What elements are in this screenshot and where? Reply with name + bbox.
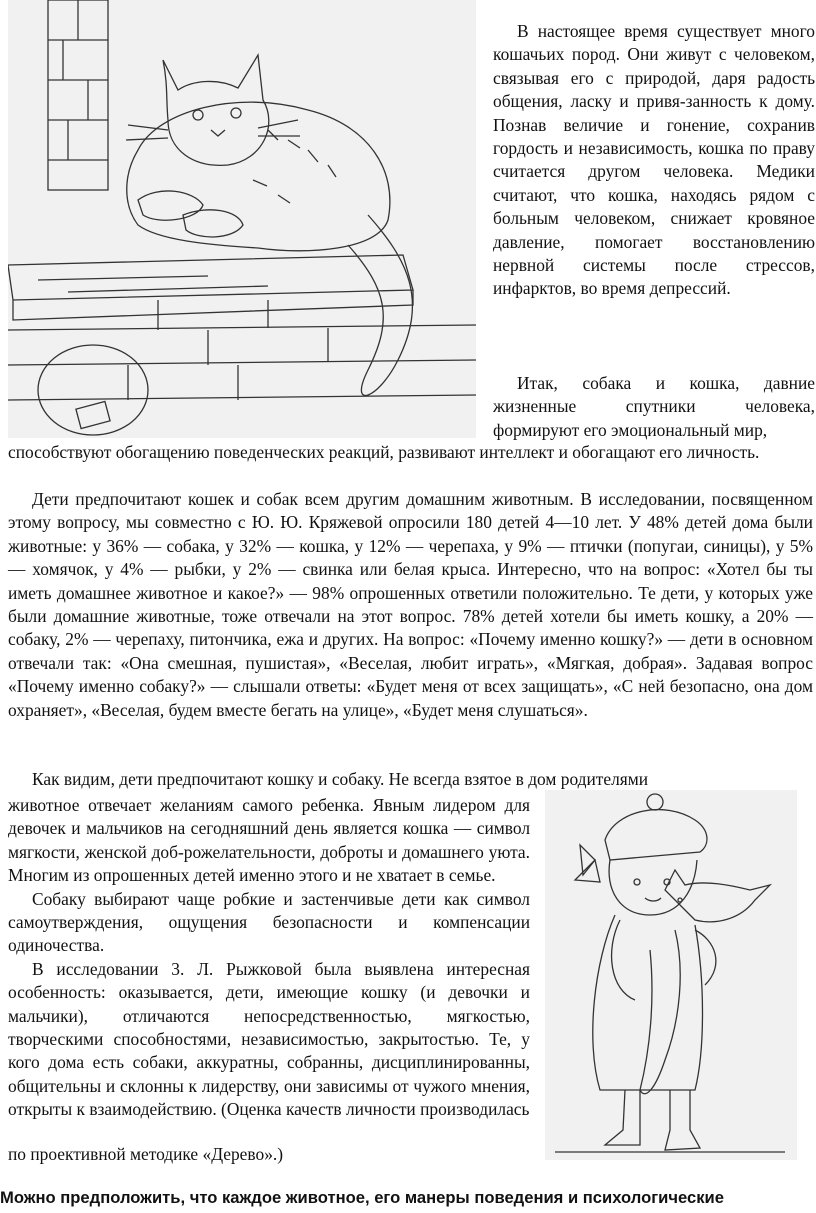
girl-holding-cat-drawing bbox=[545, 790, 797, 1160]
paragraph-survey bbox=[8, 488, 813, 722]
paragraph-1-text: В настоящее время существует много кошачьих пород. Они живут с человеком, связывая его с природой, даря радость общения, ласку и привя-занность к дому. Познав величие и гонение, сохранив гордость и независимость, кошка по праву считается другом человека. Медики считают, что кошка, находясь рядом с больным человеком, снижает кровяное давление, помогает восстановлению нервной системы после стрессов, инфарктов, во время депрессий. bbox=[493, 21, 815, 299]
paragraph-6-text: В исследовании 3. Л. Рыжковой была выявлена интересная особенность: оказывается, дети, имеющие кошку (и девочки и мальчики), отличаются непосредственностью, мягкостью, творческими способностями, независимостью, закрытостью. Те, у кого дома есть собаки, аккуратны, собранны, дисциплинированны, общительны и склонны к лидерству, они зависимы от чужого мнения, открыты к взаимодействию. (Оценка качеств личности производилась bbox=[8, 958, 530, 1120]
left-column-text bbox=[8, 794, 530, 1122]
paragraph-6-tail bbox=[8, 1143, 538, 1166]
paragraph-2-end-text: способствуют обогащению поведенческих реакций, развивают интеллект и обогащают его личность. bbox=[8, 442, 760, 462]
girl-with-cat-illustration bbox=[545, 790, 797, 1160]
paragraph-4-start-text: Как видим, дети предпочитают кошку и собаку. Не всегда взятое в дом родителями bbox=[32, 769, 649, 789]
paragraph-cat-breeds bbox=[493, 20, 815, 301]
paragraph-companions-start bbox=[493, 372, 815, 442]
paragraph-5-text: Собаку выбирают чаще робкие и застенчивые дети как символ самоутверждения, ощущения безопасности и компенсации одиночества. bbox=[8, 888, 530, 956]
closing-line-text: Можно предположить, что каждое животное, его манеры поведения и психологические bbox=[0, 1188, 724, 1207]
cat-on-shelf-drawing bbox=[8, 0, 476, 438]
paragraph-2-start-text: Итак, собака и кошка, давние жизненные спутники человека, формируют его эмоциональный мир, bbox=[493, 373, 815, 440]
paragraph-6-tail-text: по проективной методике «Дерево».) bbox=[8, 1144, 284, 1164]
paragraph-4-end-text: животное отвечает желаниям самого ребенка. Явным лидером для девочек и мальчиков на сегодняшний день является кошка — символ мягкости, женской доб-рожелательности, доброты и домашнего уюта. Многим из опрошенных детей именно этого и не хватает в семье. bbox=[8, 795, 530, 886]
paragraph-companions-end bbox=[8, 441, 813, 464]
paragraph-preferences-start bbox=[8, 768, 813, 791]
paragraph-3-text: Дети предпочитают кошек и собак всем другим домашним животным. В исследовании, посвященном этому вопросу, мы совместно с Ю. Ю. Кряжевой опросили 180 детей 4—10 лет. У 48% детей дома были животные: у 36% — собака, у 32% — кошка, у 12% — черепаха, у 9% — птички (попугаи, синицы), у 5% — хомячок, у 4% — рыбки, у 2% — свинка или белая крыса. Интересно, что на вопрос: «Хотел бы ты иметь домашнее животное и какое?» — 98% опрошенных ответили положительно. Те дети, у которых уже были домашние животные, тоже отвечали на этот вопрос. 78% детей хотели бы иметь кошку, а 20% — собаку, 2% — черепаху, питончика, ежа и других. На вопрос: «Почему именно кошку?» — дети в основном отвечали так: «Она смешная, пушистая», «Веселая, любит играть», «Мягкая, добрая». Задавая вопрос «Почему именно собаку?» — слышали ответы: «Будет меня от всех защищать», «С ней безопасно, она дом охраняет», «Веселая, будем вместе бегать на улице», «Будет меня слушаться». bbox=[8, 489, 813, 720]
closing-bold-line bbox=[0, 1186, 812, 1209]
cat-illustration bbox=[8, 0, 476, 438]
